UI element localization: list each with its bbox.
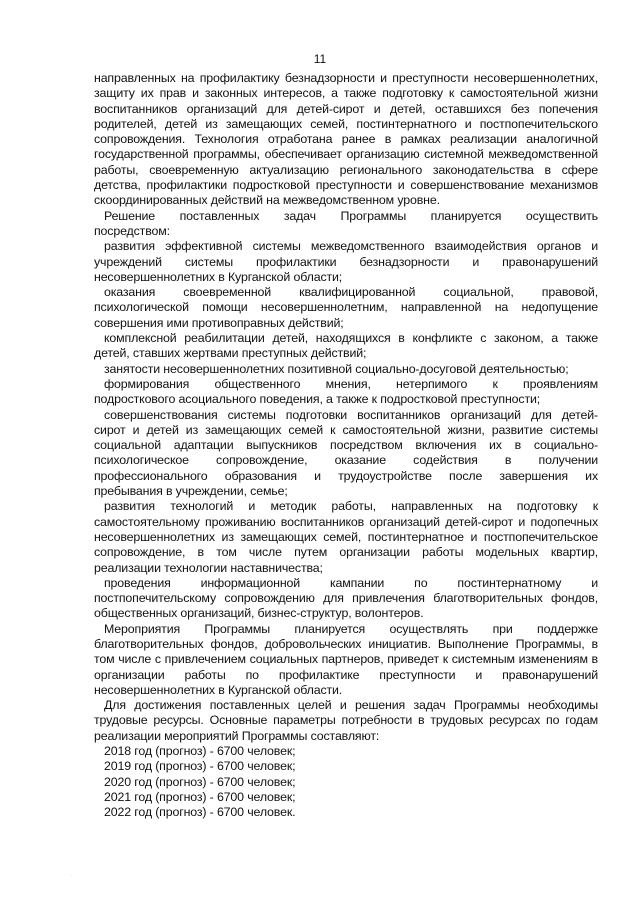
text-line: том числе с привлечением социальных партнеров, приведет к системным изменениям в xyxy=(94,652,598,667)
page-number: 11 xyxy=(313,52,327,66)
text-line: сопровождения. Технология отработана ранее в рамках реализации аналогичной xyxy=(94,132,598,147)
text-line: социальной адаптации выпускников посредством включения их в социально- xyxy=(94,438,598,453)
text-line: учреждений системы профилактики безнадзорности и правонарушений xyxy=(94,254,598,269)
scan-speck: . xyxy=(70,872,72,878)
text-line: развития эффективной системы межведомственного взаимодействия органов и xyxy=(104,239,598,254)
text-line: родителей, детей из замещающих семей, постинтернатного и постпопечительского xyxy=(94,116,598,131)
text-line: формирования общественного мнения, нетерпимого к проявлениям xyxy=(104,376,598,391)
text-line: психологическое сопровождение, оказание содействия в получении xyxy=(94,453,598,468)
text-line: общественных организаций, бизнес-структур, волонтеров. xyxy=(94,606,424,621)
text-line: проведения информационной кампании по постинтернатному и xyxy=(104,575,598,590)
text-line: детства, профилактики подростковой преступности и совершенствование механизмов xyxy=(94,178,598,193)
text-line: воспитанников организаций для детей-сирот и детей, оставшихся без попечения xyxy=(94,101,598,116)
text-line: реализации мероприятий Программы составляют: xyxy=(94,728,380,743)
text-line: самостоятельному проживанию воспитанников организаций детей-сирот и подопечных xyxy=(94,514,598,529)
text-line: благотворительных фондов, добровольческих инициатив. Выполнение Программы, в xyxy=(94,636,598,651)
text-line: посредством: xyxy=(94,223,170,238)
text-line: сирот и детей из замещающих семей к самостоятельной жизни, развитие системы xyxy=(94,422,598,437)
text-line: Для достижения поставленных целей и решения задач Программы необходимы xyxy=(104,698,598,713)
text-line: оказания своевременной квалифицированной социальной, правовой, xyxy=(104,285,598,300)
text-line: постпопечительскому сопровождению для привлечения благотворительных фондов, xyxy=(94,591,598,606)
text-line: защиту их прав и законных интересов, а также подготовку к самостоятельной жизни xyxy=(94,86,598,101)
text-line: трудовые ресурсы. Основные параметры потребности в трудовых ресурсах по годам xyxy=(94,713,598,728)
text-line: сопровождение, в том числе путем организации работы модельных квартир, xyxy=(94,545,598,560)
text-line: комплексной реабилитации детей, находящихся в конфликте с законом, а также xyxy=(104,331,598,346)
text-line: профессионального образования и трудоустройстве после завершения их xyxy=(94,468,598,483)
text-line: работы, своевременную актуализацию регионального законодательства в сфере xyxy=(94,162,598,177)
text-line: несовершеннолетних в Курганской области; xyxy=(94,269,343,284)
body-text xyxy=(94,71,598,821)
text-line: занятости несовершеннолетних позитивной социально-досуговой деятельностью; xyxy=(104,361,569,376)
text-line: совершения ими противоправных действий; xyxy=(94,315,344,330)
text-line: государственной программы, обеспечивает организацию системной межведомственной xyxy=(94,147,598,162)
text-line: скоординированных действий на межведомственном уровне. xyxy=(94,193,440,208)
text-line: совершенствования системы подготовки воспитанников организаций для детей- xyxy=(104,407,598,422)
text-line: несовершеннолетних в Курганской области. xyxy=(94,682,343,697)
text-line: психологической помощи несовершеннолетним, направленной на недопущение xyxy=(94,300,598,315)
text-line: направленных на профилактику безнадзорности и преступности несовершеннолетних, xyxy=(94,71,598,85)
text-line: 2019 год (прогноз) - 6700 человек; xyxy=(104,759,296,774)
text-line: 2018 год (прогноз) - 6700 человек; xyxy=(104,744,296,759)
text-line: 2021 год (прогноз) - 6700 человек; xyxy=(104,789,296,804)
text-line: детей, ставших жертвами преступных действий; xyxy=(94,346,367,361)
text-line: подросткового асоциального поведения, а также к подростковой преступности; xyxy=(94,392,541,407)
text-line: 2022 год (прогноз) - 6700 человек. xyxy=(104,805,296,820)
text-line: Мероприятия Программы планируется осуществлять при поддержке xyxy=(104,621,598,636)
text-line: пребывания в учреждении, семье; xyxy=(94,484,288,499)
text-line: Решение поставленных задач Программы планируется осуществить xyxy=(104,208,598,223)
text-line: 2020 год (прогноз) - 6700 человек; xyxy=(104,774,296,789)
text-line: развития технологий и методик работы, направленных на подготовку к xyxy=(104,499,598,514)
text-line: несовершеннолетних из замещающих семей, постинтернатное и постпопечительское xyxy=(94,529,598,544)
text-line: реализации технологии наставничества; xyxy=(94,560,323,575)
text-line: организации работы по профилактике преступности и правонарушений xyxy=(94,667,598,682)
